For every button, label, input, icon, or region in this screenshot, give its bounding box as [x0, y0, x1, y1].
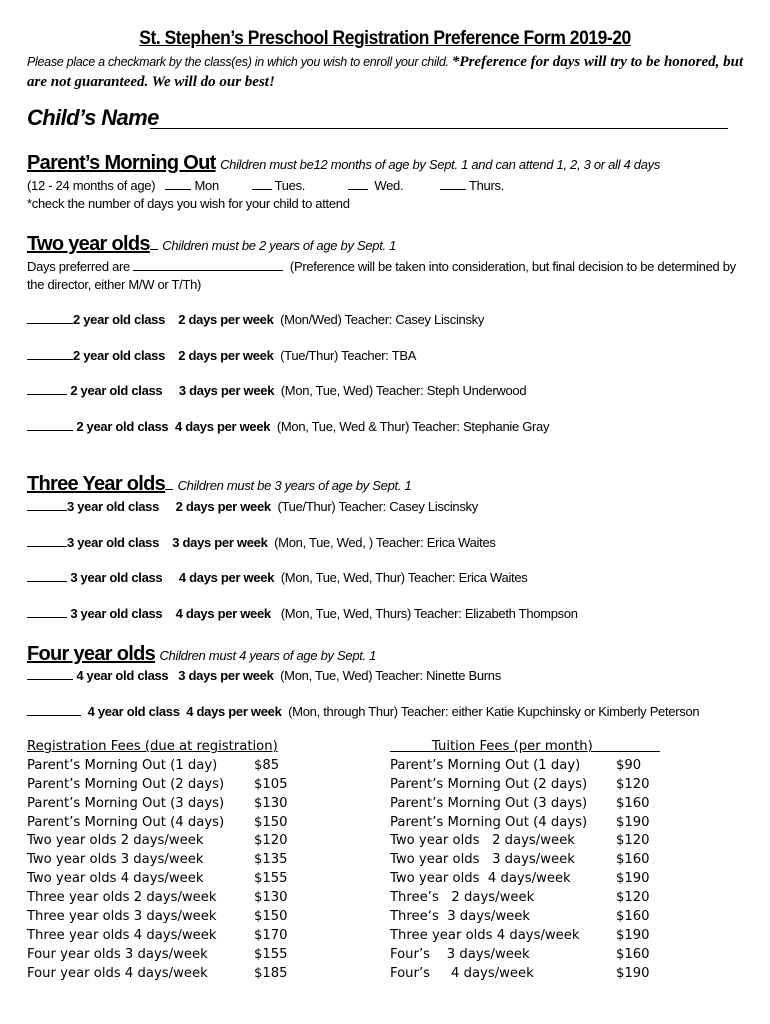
- pmo-wed-checkbox[interactable]: [348, 178, 368, 190]
- fee-amount: $90: [616, 757, 642, 773]
- class-detail: (Mon, Tue, Wed, Thur) Teacher: Erica Waites: [280, 570, 528, 585]
- table-row: [27, 889, 357, 908]
- class-checkbox[interactable]: [27, 668, 73, 680]
- class-checkbox[interactable]: [27, 348, 73, 360]
- fee-label: Parent’s Morning Out (2 days): [390, 776, 588, 792]
- table-row: [390, 776, 720, 795]
- fee-label: Three year olds 2 days/week: [27, 890, 217, 906]
- four-note: Children must 4 years of age by Sept. 1: [159, 648, 377, 663]
- class-detail: (Mon, Tue, Wed) Teacher: Steph Underwood: [280, 383, 527, 398]
- class-checkbox[interactable]: [27, 312, 73, 324]
- class-days: 2 days per week: [178, 348, 274, 363]
- pmo-day-thu: Thurs.: [468, 178, 505, 193]
- class-name: 2 year old class: [73, 348, 166, 363]
- three-heading: Three Year olds: [27, 473, 166, 495]
- fee-label: Parent’s Morning Out (4 days): [390, 814, 588, 830]
- table-row: [27, 851, 357, 870]
- fee-amount: $120: [616, 833, 650, 849]
- table-row: [390, 889, 720, 908]
- class-option: [27, 312, 484, 327]
- table-row: [390, 927, 720, 946]
- four-section-heading: [27, 643, 376, 666]
- fee-amount: $170: [254, 927, 288, 943]
- table-row: [27, 946, 357, 965]
- class-detail: (Mon, Tue, Wed) Teacher: Ninette Burns: [280, 668, 501, 683]
- fee-amount: $130: [254, 890, 288, 906]
- table-row: [390, 757, 720, 776]
- table-row: [390, 965, 720, 984]
- fee-amount: $135: [254, 852, 288, 868]
- intro-preference-note: *Preference for days will try to be honored, but are not guaranteed. We will do our best!: [27, 54, 744, 90]
- table-row: [27, 965, 357, 984]
- class-option: [27, 668, 501, 683]
- pmo-section-heading: [27, 152, 660, 175]
- registration-fees-header: Registration Fees (due at registration): [27, 739, 278, 754]
- fee-label: Two year olds 3 days/week: [27, 852, 204, 868]
- class-option: [27, 383, 526, 398]
- pmo-age-range: (12 - 24 months of age): [27, 178, 156, 193]
- two-pref-note-cont: the director, either M/W or T/Th): [27, 277, 202, 292]
- intro-text: [27, 52, 747, 92]
- fee-label: Four’s 3 days/week: [390, 946, 530, 962]
- fee-amount: $120: [616, 776, 650, 792]
- fee-amount: $160: [616, 852, 650, 868]
- class-name: 2 year old class: [76, 419, 169, 434]
- two-days-preferred-field[interactable]: [133, 259, 283, 271]
- two-days-preferred-row: [27, 259, 736, 274]
- two-heading: Two year olds: [27, 233, 150, 255]
- fee-amount: $130: [254, 795, 288, 811]
- class-detail: (Mon, through Thur) Teacher: either Katie Kupchinsky or Kimberly Peterson: [288, 704, 700, 719]
- tuition-fees-header: Tuition Fees (per month): [431, 739, 593, 754]
- pmo-heading: Parent’s Morning Out: [27, 152, 216, 174]
- fee-amount: $190: [616, 965, 650, 981]
- fee-label: Four year olds 4 days/week: [27, 965, 208, 981]
- two-pref-label: Days preferred are: [27, 259, 130, 274]
- class-detail: (Mon/Wed) Teacher: Casey Liscinsky: [280, 312, 485, 327]
- class-days: 4 days per week: [175, 606, 271, 621]
- class-option: [27, 704, 699, 719]
- table-row: [27, 814, 357, 833]
- pmo-instruction: *check the number of days you wish for your child to attend: [27, 196, 350, 211]
- fee-amount: $160: [616, 909, 650, 925]
- table-row: [390, 870, 720, 889]
- fee-label: Two year olds 2 days/week: [27, 833, 204, 849]
- fee-amount: $160: [616, 795, 650, 811]
- table-row: [27, 757, 357, 776]
- class-option: [27, 570, 528, 585]
- pmo-thu-checkbox[interactable]: [440, 178, 466, 190]
- fee-amount: $120: [616, 890, 650, 906]
- class-checkbox[interactable]: [27, 419, 73, 431]
- pmo-day-wed: Wed.: [374, 178, 404, 193]
- class-checkbox[interactable]: [27, 383, 67, 395]
- table-row: [27, 832, 357, 851]
- fee-label: Three‘s 3 days/week: [390, 909, 531, 925]
- fee-amount: $190: [616, 871, 650, 887]
- fee-label: Two year olds 3 days/week: [390, 852, 575, 868]
- four-heading: Four year olds: [27, 643, 156, 665]
- tuition-fees-table: [390, 738, 720, 984]
- table-row: [390, 851, 720, 870]
- fee-label: Three year olds 3 days/week: [27, 909, 217, 925]
- table-row: [390, 908, 720, 927]
- class-option: [27, 419, 549, 434]
- table-row: [27, 927, 357, 946]
- fee-label: Four year olds 3 days/week: [27, 946, 208, 962]
- fee-amount: $185: [254, 965, 288, 981]
- table-row: [390, 946, 720, 965]
- class-days: 2 days per week: [175, 499, 271, 514]
- fee-label: Two year olds 2 days/week: [390, 833, 575, 849]
- pmo-mon-checkbox[interactable]: [165, 178, 191, 190]
- class-name: 3 year old class: [70, 570, 163, 585]
- intro-instruction: Please place a checkmark by the class(es) in which you wish to enroll your child.: [27, 55, 452, 69]
- pmo-day-tue: Tues.: [274, 178, 306, 193]
- form-title: St. Stephen’s Preschool Registration Preference Form 2019-20: [139, 28, 631, 49]
- class-name: 2 year old class: [70, 383, 163, 398]
- class-days: 3 days per week: [178, 383, 275, 398]
- fee-label: Parent’s Morning Out (2 days): [27, 776, 225, 792]
- class-name: 3 year old class: [70, 606, 163, 621]
- class-option: [27, 606, 578, 621]
- fee-label: Two year olds 4 days/week: [390, 871, 571, 887]
- class-name: 3 year old class: [67, 535, 160, 550]
- fee-label: Two year olds 4 days/week: [27, 871, 204, 887]
- fee-label: Parent’s Morning Out (3 days): [27, 795, 225, 811]
- two-pref-note: (Preference will be taken into consideration, but final decision to be determined by: [289, 259, 736, 274]
- class-checkbox[interactable]: [27, 535, 67, 547]
- pmo-note: Children must be12 months of age by Sept. 1 and can attend 1, 2, 3 or all 4 days: [220, 157, 661, 172]
- child-name-label: Child’s Name: [27, 105, 159, 130]
- three-note: Children must be 3 years of age by Sept. 1: [177, 478, 412, 493]
- fee-label: Three’s 2 days/week: [390, 890, 535, 906]
- class-checkbox[interactable]: [27, 499, 67, 511]
- fee-amount: $150: [254, 909, 288, 925]
- fee-amount: $190: [616, 814, 650, 830]
- class-checkbox[interactable]: [27, 570, 67, 582]
- two-note: Children must be 2 years of age by Sept. 1: [162, 238, 397, 253]
- pmo-tue-checkbox[interactable]: [252, 178, 272, 190]
- table-row: [390, 795, 720, 814]
- class-detail: (Mon, Tue, Wed & Thur) Teacher: Stephanie Gray: [276, 419, 550, 434]
- table-row: [390, 814, 720, 833]
- class-detail: (Mon, Tue, Wed, Thurs) Teacher: Elizabeth Thompson: [280, 606, 578, 621]
- fee-label: Three year olds 4 days/week: [390, 927, 580, 943]
- table-row: [27, 795, 357, 814]
- fee-amount: $120: [254, 833, 288, 849]
- pmo-day-mon: Mon: [194, 178, 219, 193]
- fee-label: Parent’s Morning Out (1 day): [390, 757, 581, 773]
- class-detail: (Tue/Thur) Teacher: Casey Liscinsky: [277, 499, 478, 514]
- class-detail: (Tue/Thur) Teacher: TBA: [280, 348, 417, 363]
- class-option: [27, 348, 416, 363]
- class-name: 4 year old class: [87, 704, 180, 719]
- fee-amount: $155: [254, 871, 288, 887]
- fee-amount: $160: [616, 946, 650, 962]
- fee-label: Four’s 4 days/week: [390, 965, 534, 981]
- table-row: [27, 908, 357, 927]
- class-name: 2 year old class: [73, 312, 166, 327]
- class-days: 3 days per week: [172, 535, 268, 550]
- class-name: 3 year old class: [67, 499, 160, 514]
- table-row: [27, 870, 357, 889]
- class-days: 3 days per week: [178, 668, 274, 683]
- class-option: [27, 499, 478, 514]
- fee-amount: $85: [254, 757, 280, 773]
- class-option: [27, 535, 496, 550]
- class-name: 4 year old class: [76, 668, 169, 683]
- fee-amount: $190: [616, 927, 650, 943]
- fee-amount: $150: [254, 814, 288, 830]
- table-row: [27, 776, 357, 795]
- fee-amount: $105: [254, 776, 288, 792]
- class-checkbox[interactable]: [27, 704, 81, 716]
- table-row: [390, 832, 720, 851]
- class-checkbox[interactable]: [27, 606, 67, 618]
- registration-fees-table: [27, 738, 357, 984]
- fee-label: Three year olds 4 days/week: [27, 927, 217, 943]
- two-section-heading: [27, 233, 396, 256]
- child-name-field[interactable]: [150, 128, 728, 129]
- class-days: 4 days per week: [186, 704, 282, 719]
- class-days: 4 days per week: [174, 419, 271, 434]
- pmo-days-row: [27, 178, 504, 193]
- three-section-heading: [27, 473, 411, 496]
- class-days: 4 days per week: [178, 570, 275, 585]
- fee-label: Parent’s Morning Out (3 days): [390, 795, 588, 811]
- class-days: 2 days per week: [178, 312, 274, 327]
- fee-label: Parent’s Morning Out (4 days): [27, 814, 225, 830]
- fee-label: Parent’s Morning Out (1 day): [27, 757, 218, 773]
- fee-amount: $155: [254, 946, 288, 962]
- class-detail: (Mon, Tue, Wed, ) Teacher: Erica Waites: [274, 535, 496, 550]
